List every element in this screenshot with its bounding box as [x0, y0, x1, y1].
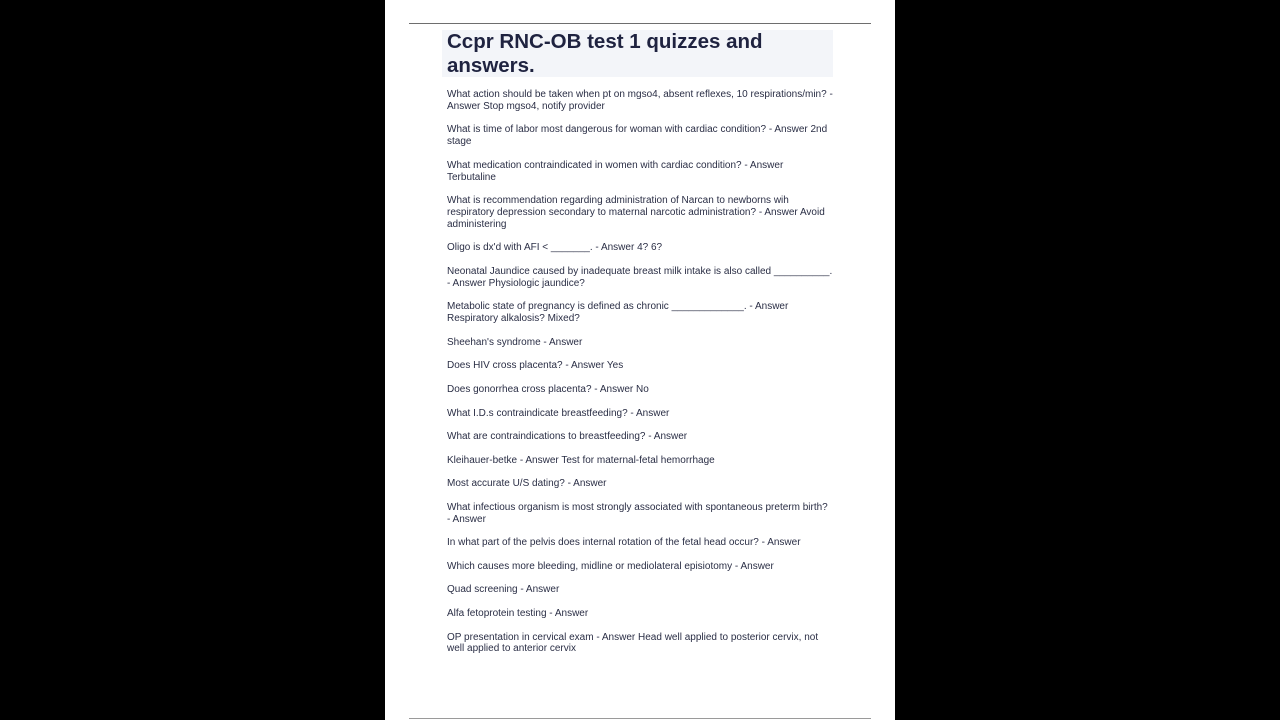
qa-item: OP presentation in cervical exam - Answer Head well applied to posterior cervix, not well applied to anterior cervix [447, 631, 819, 655]
document-title: Ccpr RNC-OB test 1 quizzes and answers. [447, 30, 763, 77]
qa-item: What medication contraindicated in women with cardiac condition? - Answer Terbutaline [447, 159, 784, 183]
qa-item: Sheehan's syndrome - Answer [447, 336, 583, 348]
qa-item: What is time of labor most dangerous for woman with cardiac condition? - Answer 2nd stage [447, 124, 828, 148]
qa-item: Metabolic state of pregnancy is defined as chronic _____________. - Answer Respiratory alkalosis? Mixed? [447, 301, 789, 325]
qa-item: What infectious organism is most strongly associated with spontaneous preterm birth? - Answer [447, 501, 828, 525]
document-page [385, 0, 895, 720]
qa-item: What are contraindications to breastfeeding? - Answer [447, 431, 688, 443]
qa-item: What I.D.s contraindicate breastfeeding? - Answer [447, 407, 670, 419]
qa-item: Alfa fetoprotein testing - Answer [447, 608, 589, 620]
qa-item: Quad screening - Answer [447, 584, 560, 596]
qa-item: Does gonorrhea cross placenta? - Answer No [447, 383, 649, 395]
qa-item: Kleihauer-betke - Answer Test for maternal-fetal hemorrhage [447, 454, 715, 466]
qa-item: Which causes more bleeding, midline or mediolateral episiotomy - Answer [447, 560, 774, 572]
qa-item: Neonatal Jaundice caused by inadequate breast milk intake is also called __________. - Answer Physiologic jaundice? [447, 265, 833, 289]
qa-item: In what part of the pelvis does internal rotation of the fetal head occur? - Answer [447, 537, 801, 549]
qa-item: Does HIV cross placenta? - Answer Yes [447, 360, 624, 372]
qa-item: Oligo is dx'd with AFI < _______. - Answer 4? 6? [447, 242, 663, 254]
bottom-divider [409, 718, 871, 719]
top-divider [409, 23, 871, 24]
qa-item: What action should be taken when pt on mgso4, absent reflexes, 10 respirations/min? - Answer Stop mgso4, notify provider [447, 89, 833, 112]
qa-item: What is recommendation regarding administration of Narcan to newborns wih respiratory depression secondary to maternal narcotic administration? - Answer Avoid administering [447, 195, 825, 230]
qa-list [447, 89, 833, 667]
qa-item: Most accurate U/S dating? - Answer [447, 478, 607, 490]
